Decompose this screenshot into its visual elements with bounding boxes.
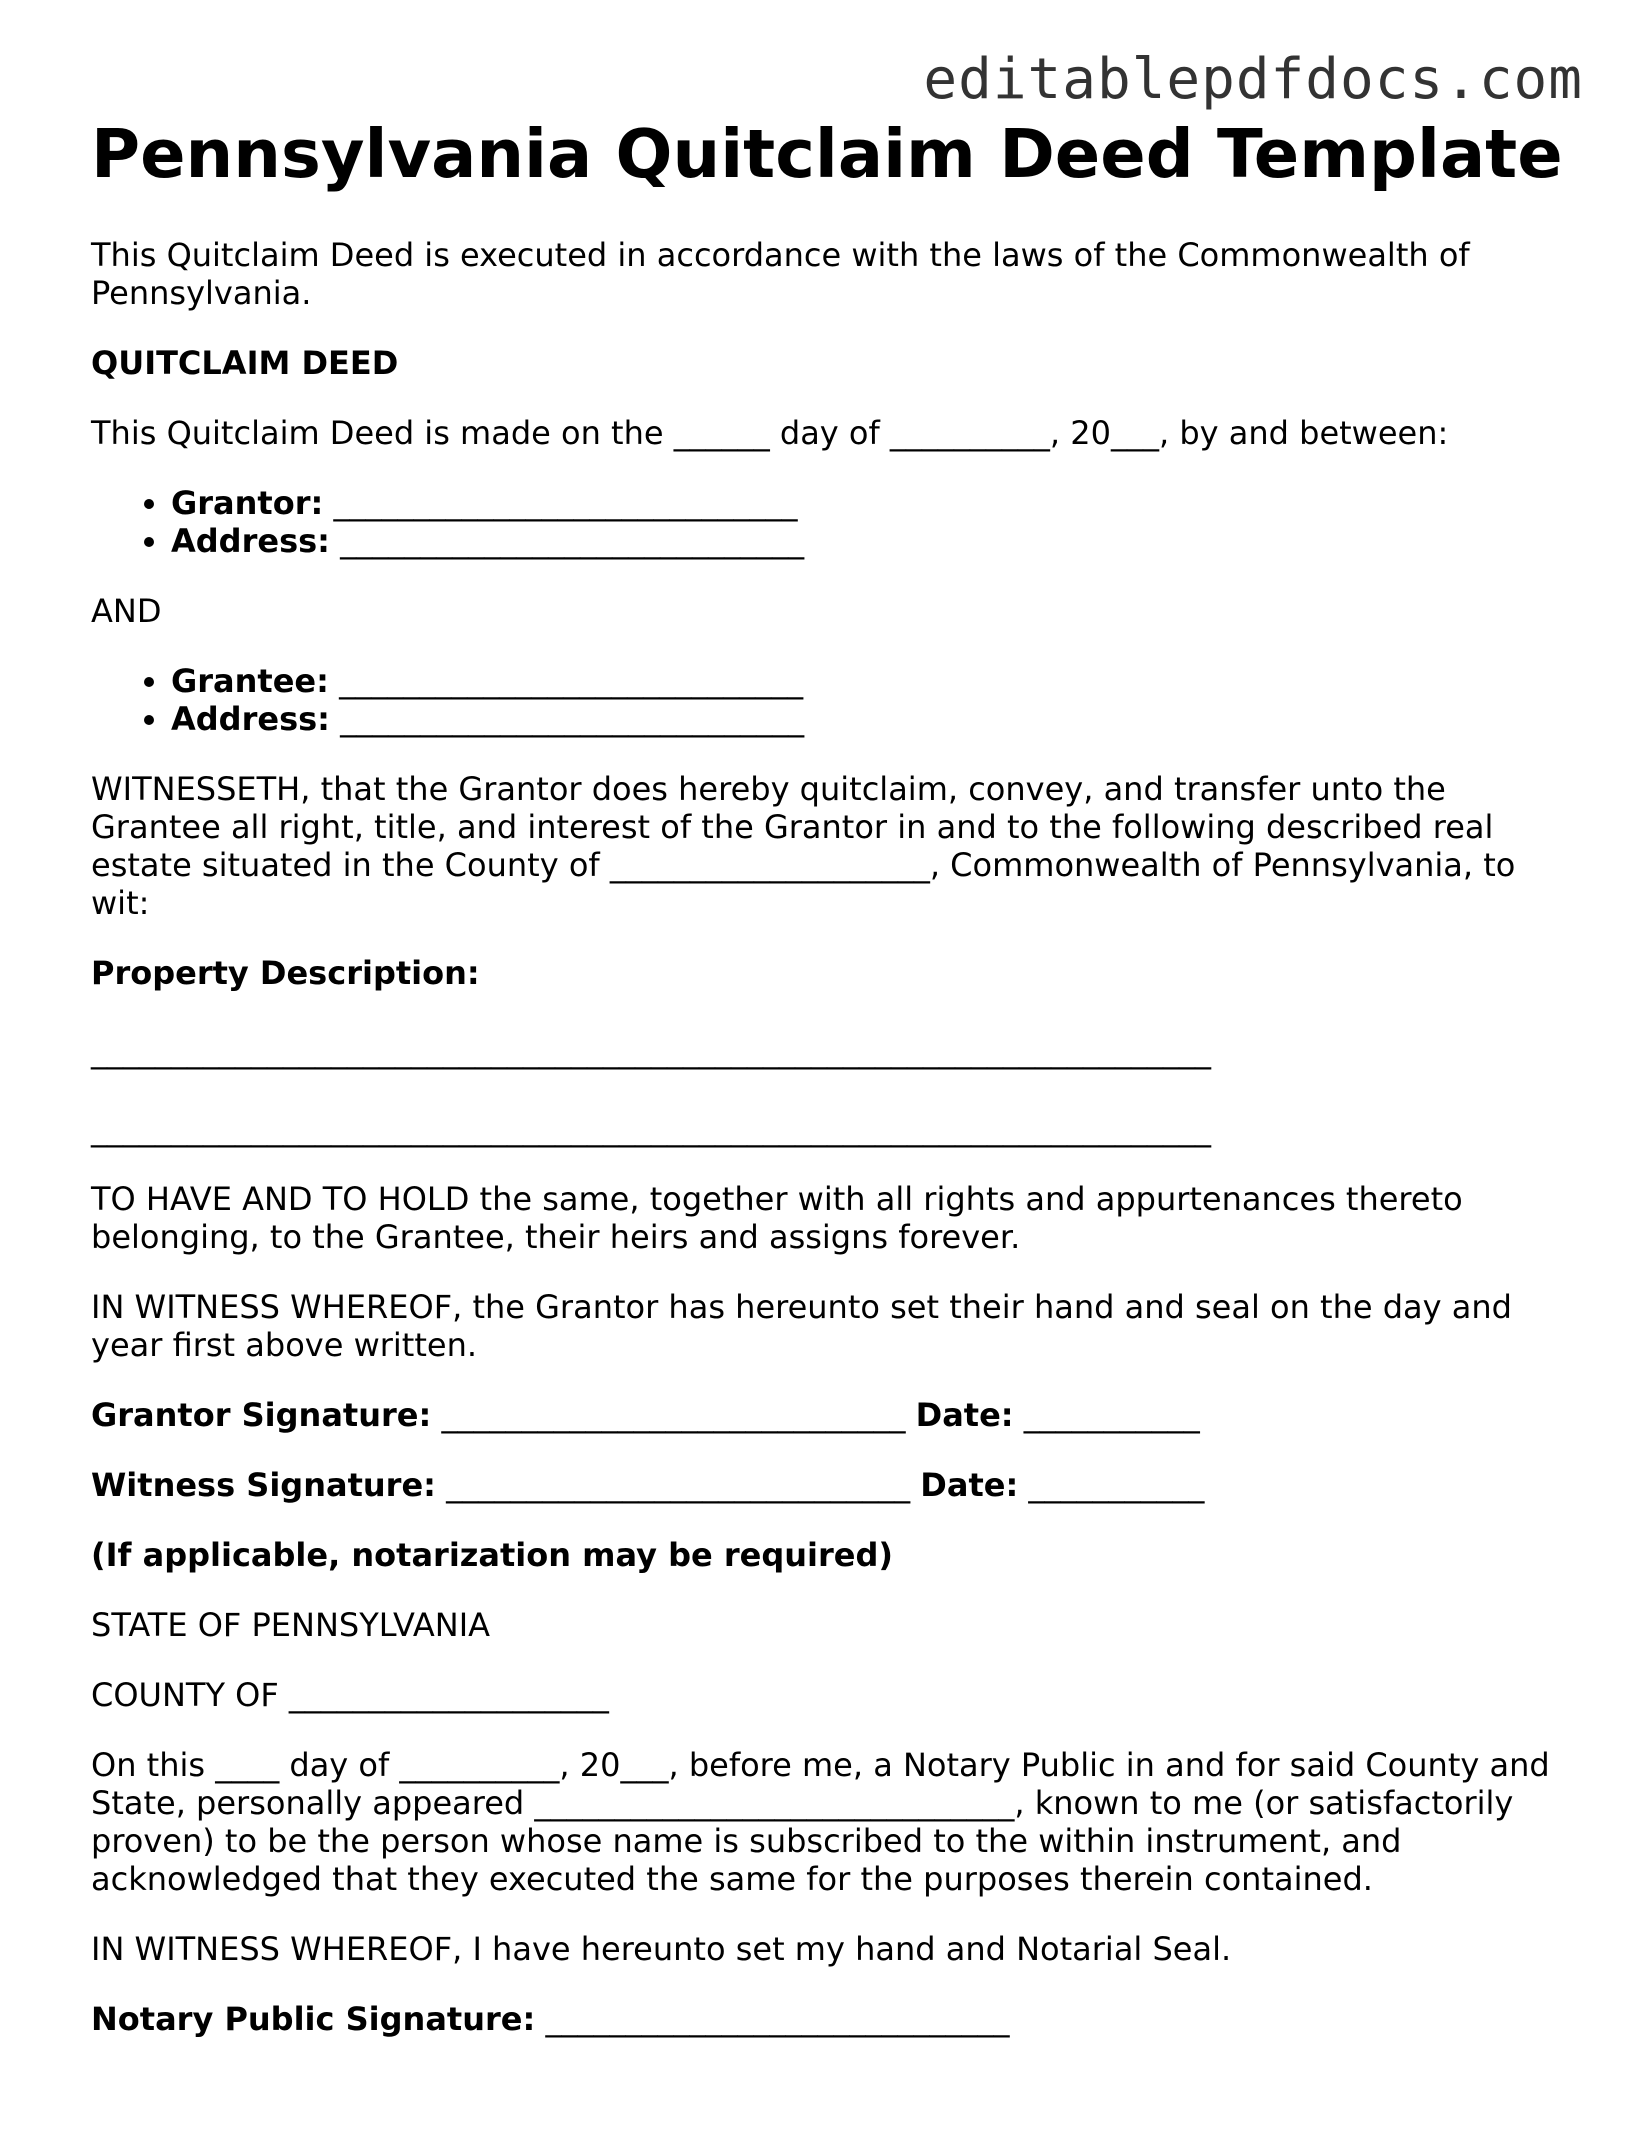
- notary-signature-blank: _____________________________: [545, 1999, 1010, 2038]
- list-item: [171, 522, 1561, 560]
- grantee-address-blank: _____________________________: [340, 699, 805, 738]
- notary-witness-paragraph: IN WITNESS WHEREOF, I have hereunto set my hand and Notarial Seal.: [91, 1929, 1232, 1968]
- witness-whereof-paragraph: IN WITNESS WHEREOF, the Grantor has hereunto set their hand and seal on the day and year first above written.: [91, 1287, 1512, 1364]
- section-heading: QUITCLAIM DEED: [91, 343, 399, 382]
- made-on-paragraph: This Quitclaim Deed is made on the ______ day of __________, 20___, by and between:: [91, 413, 1449, 452]
- notarization-note: (If applicable, notarization may be required): [91, 1535, 894, 1574]
- grantor-date-blank: ___________: [1023, 1395, 1200, 1434]
- document-page: [91, 115, 1563, 2070]
- grantee-blank: _____________________________: [339, 661, 804, 700]
- witness-signature-blank: _____________________________: [446, 1465, 911, 1504]
- page-title: Pennsylvania Quitclaim Deed Template: [91, 115, 1563, 193]
- witness-date-blank: ___________: [1028, 1465, 1205, 1504]
- witness-date-label: Date:: [920, 1465, 1019, 1504]
- list-item: [171, 484, 1561, 522]
- grantor-signature-label: Grantor Signature:: [91, 1395, 432, 1434]
- property-line: ______________________________________________________________________: [91, 1109, 1211, 1148]
- grantee-list: [91, 662, 1561, 738]
- and-text: AND: [91, 591, 162, 630]
- witness-signature-line: [91, 1466, 1561, 1504]
- grantor-signature-blank: _____________________________: [441, 1395, 906, 1434]
- witnesseth-paragraph: WITNESSETH, that the Grantor does hereby quitclaim, convey, and transfer unto the Grantee all right, title, and interest of the Grantor in and to the following described real estate situated in the County of ____________________, Commonwealth of Pennsylvania, to wit:: [91, 769, 1516, 922]
- property-line: ______________________________________________________________________: [91, 1031, 1211, 1070]
- witness-signature-label: Witness Signature:: [91, 1465, 436, 1504]
- notary-paragraph: On this ____ day of __________, 20___, before me, a Notary Public in and for said County and State, personally appeared ______________________________, known to me (or satisfactorily proven) to be the person whose name is subscribed to the within instrument, and acknowledged that they executed the same for the purposes therein contained.: [91, 1745, 1550, 1898]
- notary-signature-line: [91, 2000, 1561, 2038]
- grantor-address-blank: _____________________________: [340, 521, 805, 560]
- intro-paragraph: This Quitclaim Deed is executed in accordance with the laws of the Commonwealth of Pennsylvania.: [91, 235, 1470, 312]
- list-item: [171, 700, 1561, 738]
- state-line: STATE OF PENNSYLVANIA: [91, 1605, 491, 1644]
- grantor-blank: _____________________________: [333, 483, 798, 522]
- watermark: editablepdfdocs.com: [923, 47, 1583, 112]
- property-heading: Property Description:: [91, 953, 480, 992]
- county-line: COUNTY OF ____________________: [91, 1675, 609, 1714]
- grantee-label: Grantee:: [171, 661, 329, 700]
- grantor-label: Grantor:: [171, 483, 324, 522]
- grantor-signature-line: [91, 1396, 1561, 1434]
- grantor-date-label: Date:: [915, 1395, 1014, 1434]
- grantor-address-label: Address:: [171, 521, 330, 560]
- notary-signature-label: Notary Public Signature:: [91, 1999, 536, 2038]
- grantee-address-label: Address:: [171, 699, 330, 738]
- grantor-list: [91, 484, 1561, 560]
- list-item: [171, 662, 1561, 700]
- habendum-paragraph: TO HAVE AND TO HOLD the same, together with all rights and appurtenances thereto belonging, to the Grantee, their heirs and assigns forever.: [91, 1179, 1463, 1256]
